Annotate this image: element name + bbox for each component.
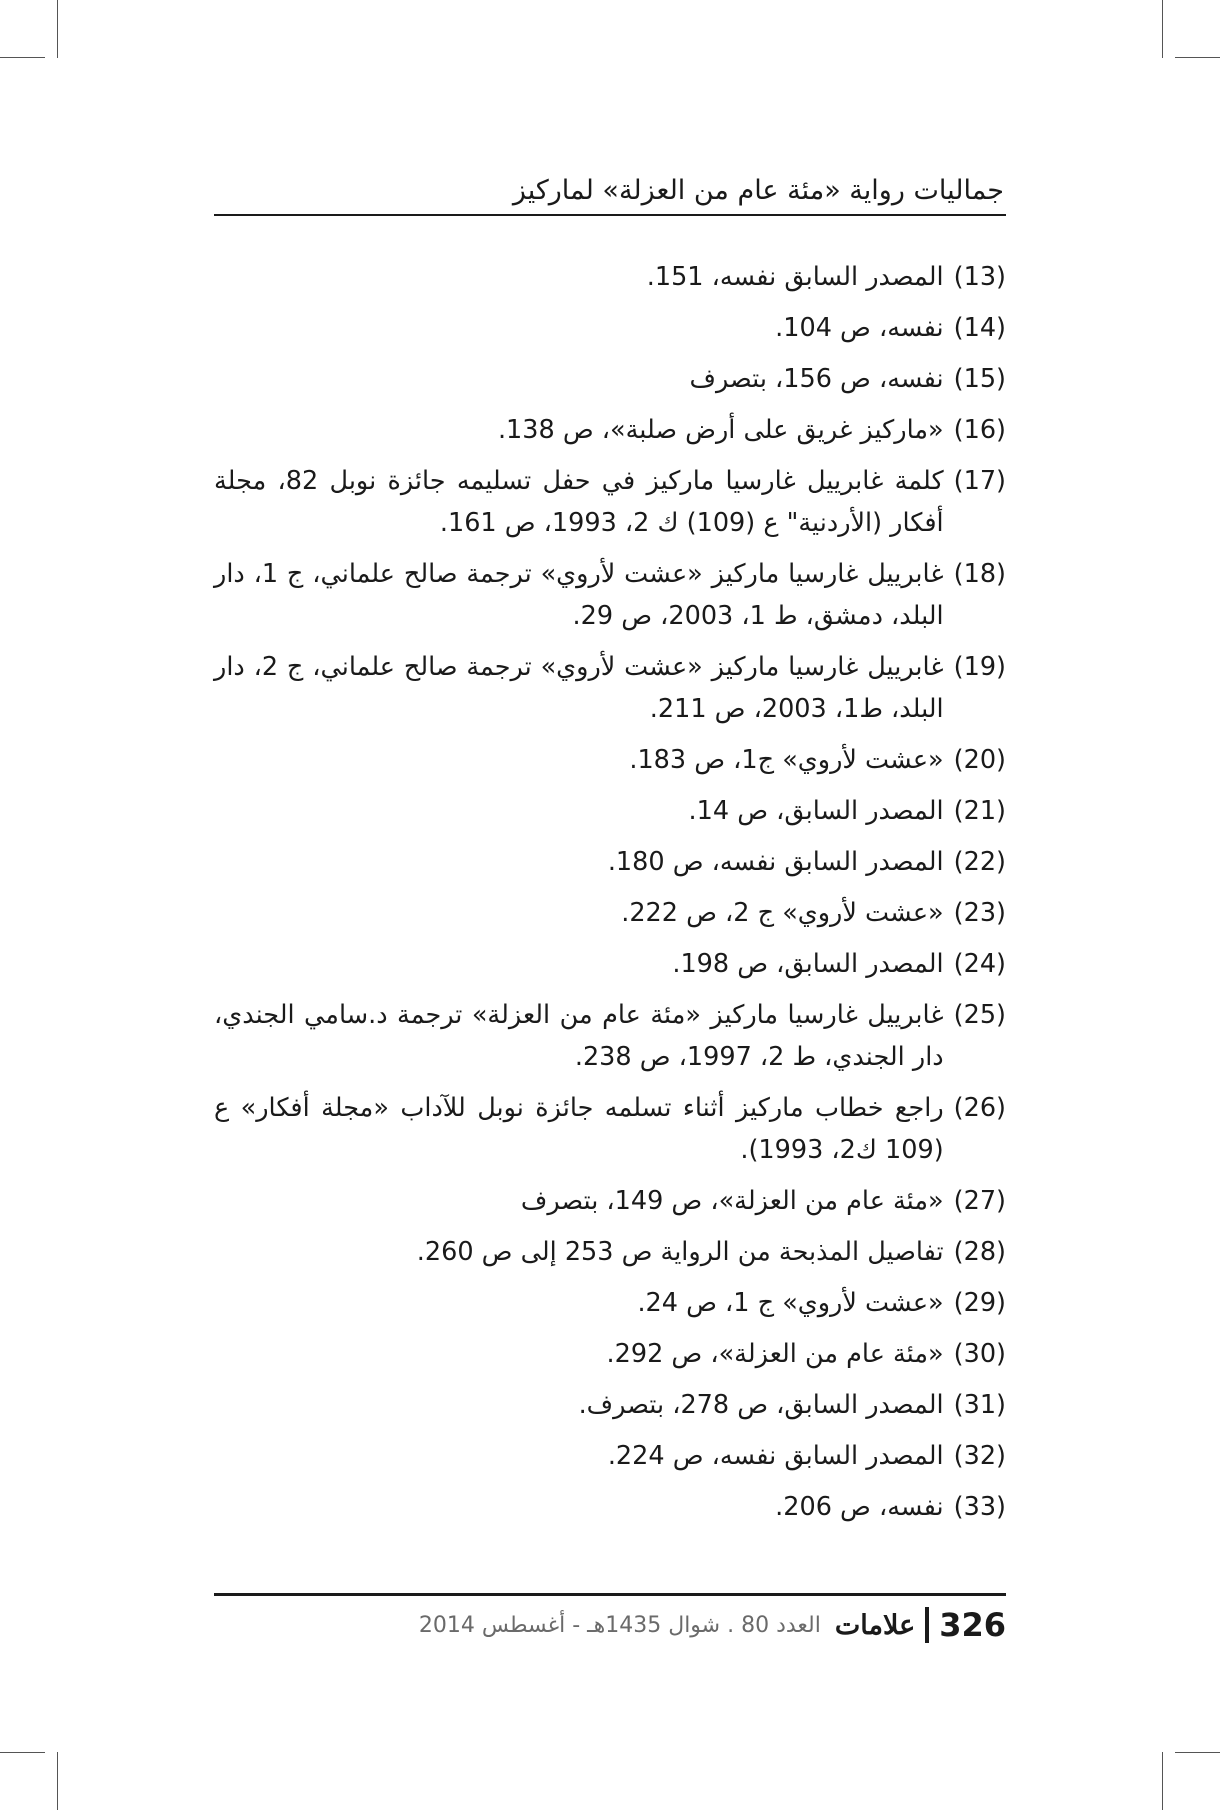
endnote-number: (13) (953, 262, 1006, 292)
crop-mark (1175, 1752, 1220, 1753)
endnote-item (214, 841, 1006, 883)
endnote-number: (31) (953, 1390, 1006, 1420)
endnote-item (214, 1180, 1006, 1222)
endnote-text: نفسه، ص 206. (775, 1492, 944, 1522)
endnote-number: (14) (953, 313, 1006, 343)
crop-mark (1175, 57, 1220, 58)
issue-info: العدد 80 . شوال 1435هـ - أغسطس 2014 (418, 1612, 821, 1638)
endnote-item (214, 409, 1006, 451)
crop-mark (0, 1752, 45, 1753)
crop-mark (0, 57, 45, 58)
endnotes-list (214, 256, 1006, 1537)
page-number: 326 (939, 1606, 1006, 1644)
endnote-number: (17) (953, 466, 1006, 496)
endnote-number: (29) (953, 1288, 1006, 1318)
endnote-number: (30) (953, 1339, 1006, 1369)
endnote-text: المصدر السابق، ص 278، بتصرف. (578, 1390, 944, 1420)
endnote-number: (18) (953, 559, 1006, 589)
page-header (214, 168, 1006, 216)
endnote-item (214, 1435, 1006, 1477)
endnote-text: المصدر السابق، ص 198. (672, 949, 944, 979)
endnote-item (214, 646, 1006, 730)
endnote-number: (25) (953, 1000, 1006, 1030)
endnote-number: (32) (953, 1441, 1006, 1471)
endnote-text: كلمة غابرييل غارسيا ماركيز في حفل تسليمه جائزة نوبل 82، مجلة أفكار (الأردنية" ع (109) ك 2، 1993، ص 161. (214, 466, 944, 538)
crop-mark (57, 0, 58, 58)
endnote-text: المصدر السابق، ص 14. (688, 796, 944, 826)
endnote-number: (33) (953, 1492, 1006, 1522)
endnote-item (214, 307, 1006, 349)
endnote-text: راجع خطاب ماركيز أثناء تسلمه جائزة نوبل للآداب «مجلة أفكار» ع (109 ك2، 1993). (214, 1093, 944, 1165)
endnote-number: (21) (953, 796, 1006, 826)
endnote-item (214, 1333, 1006, 1375)
endnote-text: نفسه، ص 104. (775, 313, 944, 343)
crop-mark (1162, 1752, 1163, 1810)
endnote-number: (23) (953, 898, 1006, 928)
endnote-item (214, 358, 1006, 400)
endnote-item (214, 1486, 1006, 1528)
endnote-number: (28) (953, 1237, 1006, 1267)
endnote-text: المصدر السابق نفسه، ص 180. (607, 847, 944, 877)
endnote-text: المصدر السابق نفسه، ص 224. (607, 1441, 944, 1471)
endnote-text: غابرييل غارسيا ماركيز «مئة عام من العزلة» ترجمة د.سامي الجندي، دار الجندي، ط 2، 1997، ص 238. (214, 1000, 944, 1072)
endnote-item (214, 1282, 1006, 1324)
endnote-text: نفسه، ص 156، بتصرف (689, 364, 944, 394)
endnote-text: غابرييل غارسيا ماركيز «عشت لأروي» ترجمة صالح علماني، ج 1، دار البلد، دمشق، ط 1، 2003، ص 29. (214, 559, 944, 631)
endnote-item (214, 943, 1006, 985)
running-title: جماليات رواية «مئة عام من العزلة» لماركيز (512, 175, 1004, 206)
endnote-number: (19) (953, 652, 1006, 682)
endnote-item (214, 1231, 1006, 1273)
endnote-item (214, 460, 1006, 544)
endnote-text: «عشت لأروي» ج 1، ص 24. (637, 1288, 944, 1318)
endnote-item (214, 892, 1006, 934)
endnote-text: «مئة عام من العزلة»، ص 292. (606, 1339, 944, 1369)
footer-divider (925, 1607, 929, 1643)
endnote-text: المصدر السابق نفسه، 151. (646, 262, 944, 292)
endnote-number: (22) (953, 847, 1006, 877)
endnote-number: (24) (953, 949, 1006, 979)
crop-mark (57, 1752, 58, 1810)
endnote-text: «مئة عام من العزلة»، ص 149، بتصرف (520, 1186, 944, 1216)
endnote-item (214, 994, 1006, 1078)
endnote-number: (26) (953, 1093, 1006, 1123)
endnote-item (214, 1384, 1006, 1426)
crop-mark (1162, 0, 1163, 58)
endnote-item (214, 790, 1006, 832)
endnote-text: «ماركيز غريق على أرض صلبة»، ص 138. (497, 415, 944, 445)
endnote-item (214, 553, 1006, 637)
endnote-text: غابرييل غارسيا ماركيز «عشت لأروي» ترجمة صالح علماني، ج 2، دار البلد، ط1، 2003، ص 211. (214, 652, 944, 724)
endnote-item (214, 739, 1006, 781)
endnote-text: «عشت لأروي» ج1، ص 183. (629, 745, 944, 775)
endnote-number: (20) (953, 745, 1006, 775)
endnote-number: (27) (953, 1186, 1006, 1216)
page-footer (214, 1593, 1006, 1656)
endnote-item (214, 256, 1006, 298)
endnote-number: (16) (953, 415, 1006, 445)
journal-logo: علامات (834, 1609, 916, 1641)
endnote-text: تفاصيل المذبحة من الرواية ص 253 إلى ص 260. (416, 1237, 944, 1267)
endnote-text: «عشت لأروي» ج 2، ص 222. (621, 898, 944, 928)
endnote-number: (15) (953, 364, 1006, 394)
endnote-item (214, 1087, 1006, 1171)
footer-info (419, 1606, 1006, 1644)
